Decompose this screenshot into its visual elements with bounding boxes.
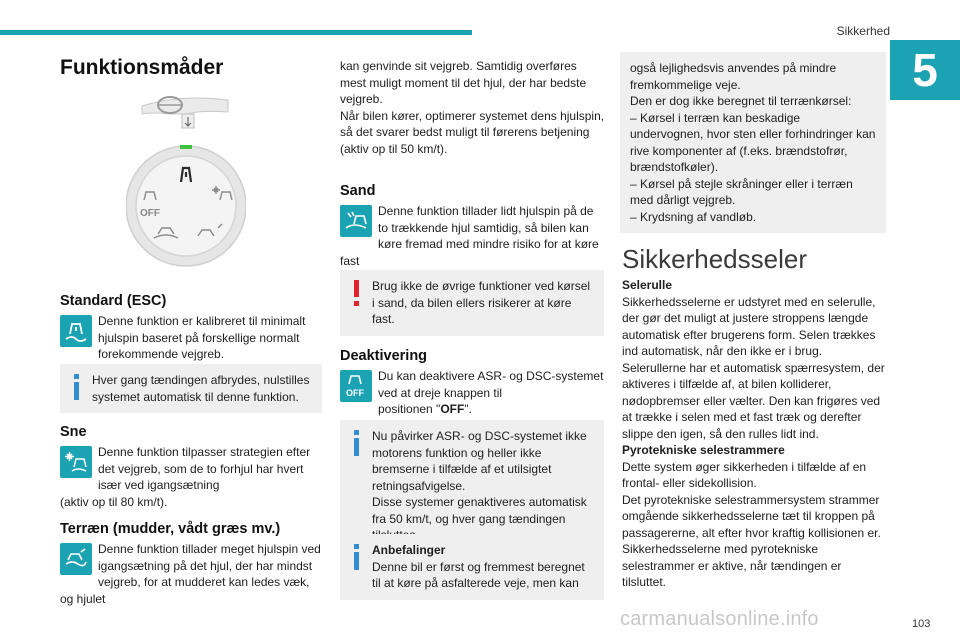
deaktivering-note-b: Disse systemer genaktiveres automatisk fra 50 km/t, og hver gang tændingen (372, 495, 587, 526)
sand-heading: Sand (340, 183, 376, 199)
terraen-cont-3: (aktiv op til 50 km/t). (340, 141, 448, 156)
anbef-cont-line-2: Den er dog ikke beregnet til terrænkørsel: (630, 94, 852, 108)
standard-info-note (60, 364, 322, 413)
standard-esc-text-a: Denne funktion er kalibreret til minimalt hjulspin baseret på forskellige normalt (98, 314, 306, 345)
standard-mode-icon (60, 315, 92, 347)
anbefalinger-title: Anbefalinger (372, 543, 446, 557)
sne-text-c: (aktiv op til 80 km/t). (60, 494, 168, 509)
sne-text-b: især ved igangsætning (98, 478, 220, 492)
anbefalinger-text: Denne bil er først og fremmest beregnet til at køre på asfalterede veje, men kan (372, 559, 585, 590)
dashboard-illustration (140, 92, 232, 132)
off-position-label: OFF (440, 402, 465, 416)
selerulle-text-2: Selerullerne har et automatisk spærresystem, der aktiveres i tilfælde af, at bilen kolliderer, nødopbremser eller vælter. Den kan frigøres ved at trække i selen med et fast træk og derefter slippe den igen, så den rulles lidt ind. (622, 360, 885, 441)
header-accent-bar (0, 30, 472, 35)
deaktivering-text-b-post: ". (464, 402, 472, 416)
anbefalinger-note (340, 534, 604, 600)
warning-icon (350, 280, 364, 306)
chapter-number-badge: 5 (890, 40, 960, 100)
sand-text-b: køre fremad med mindre risiko for at køre fast (340, 237, 599, 268)
standard-esc-text-b: forekommende vejgreb. (98, 347, 225, 361)
pyro-text: Dette system øger sikkerheden i tilfælde af en frontal- eller sidekollision. (622, 459, 867, 490)
sne-text-a: Denne funktion tilpasser strategien efter det vejgreb, som de to forhjul har hvert (98, 445, 311, 476)
anbef-cont-line-3: – Kørsel i terræn kan beskadige undervognen, hvor sten eller forhindringer kan rive komponenter af (f.eks. brændstofrør, brændstofkøler). (630, 110, 876, 174)
info-icon (350, 430, 364, 456)
terraen-heading: Terræn (mudder, vådt græs mv.) (60, 521, 281, 537)
anbef-cont-line-5: – Krydsning af vandløb. (630, 209, 757, 224)
sand-text-a: Denne funktion tillader lidt hjulspin på de to trækkende hjul samtidig, så bilen kan (378, 204, 594, 235)
terraen-description (60, 541, 325, 607)
sand-warning-note (340, 270, 604, 336)
sne-description (60, 444, 325, 510)
mud-mode-icon (60, 543, 92, 575)
sikkerhedsseler-body (622, 277, 888, 591)
off-mode-icon (340, 370, 372, 402)
sne-heading: Sne (60, 424, 87, 440)
deaktivering-info-note (340, 420, 604, 552)
deaktivering-note-a: Nu påvirker ASR- og DSC-systemet ikke motorens funktion og heller ikke bremserne i tilfælde af et utilsigtet retningsafvigelse. (372, 429, 587, 493)
pyro-title: Pyrotekniske selestrammere (622, 443, 785, 457)
svg-text:OFF: OFF (140, 208, 160, 219)
pyro-text-2: Det pyrotekniske selestrammersystem strammer omgående sikkerhedsselerne tæt til kroppen på passagererne, alt efter hvor kraftig kollisionen er. (622, 492, 881, 540)
page-title: Funktionsmåder (60, 56, 224, 79)
standard-esc-description (60, 313, 325, 363)
sand-mode-icon (340, 205, 372, 237)
page-number: 103 (912, 618, 931, 630)
standard-info-note-text: Hver gang tændingen afbrydes, nulstilles systemet automatisk til denne funktion. (92, 373, 310, 404)
info-icon (70, 374, 84, 400)
standard-esc-heading: Standard (ESC) (60, 293, 167, 309)
anbef-cont-line-4: – Kørsel på stejle skråninger eller i terræn med dårligt vejgreb. (630, 176, 853, 207)
snow-mode-icon (60, 446, 92, 478)
svg-text:OFF: OFF (346, 388, 364, 398)
mode-selector-knob-illustration (126, 142, 246, 272)
anbefalinger-continued-note (620, 52, 886, 233)
deaktivering-text-a: Du kan deaktivere ASR- og DSC-systemet ved at dreje knappen til (378, 369, 604, 400)
section-title: Sikkerhed (836, 24, 890, 38)
anbef-cont-line-1: også lejlighedsvis anvendes på mindre fremkommelige veje. (630, 61, 837, 92)
deaktivering-heading: Deaktivering (340, 348, 428, 364)
terraen-continued (340, 58, 605, 157)
watermark: carmanualsonline.info (620, 608, 819, 630)
terraen-cont-1: kan genvinde sit vejgreb. Samtidig overføres mest muligt moment til det hjul, der har bedste vejgreb. (340, 59, 587, 106)
selerulle-title: Selerulle (622, 278, 673, 292)
selerulle-text: Sikkerhedsselerne er udstyret med en selerulle, der gør det muligt at justere stroppens længde automatisk efter brugerens form. Selen trækkes ind automatisk, når den ikke er i brug. (622, 294, 876, 358)
deaktivering-description (340, 368, 605, 418)
terraen-cont-2: Når bilen kører, optimerer systemet dens hjulspin, så det svarer bedst muligt til førerens betjening (340, 108, 605, 139)
terraen-text-a: Denne funktion tillader meget hjulspin ved igangsætning på det hjul, der har mindst (98, 542, 321, 573)
deaktivering-text-b-pre: positionen " (378, 402, 441, 416)
info-icon (350, 544, 364, 570)
sand-warning-text: Brug ikke de øvrige funktioner ved kørsel i sand, da bilen ellers risikerer at køre fast. (372, 279, 591, 326)
pyro-text-3: Sikkerhedsselerne med pyrotekniske selestrammer er aktive, når tændingen er tilsluttet. (622, 542, 842, 589)
terraen-text-b: vejgreb, for at mudderet kan ledes væk, og hjulet (60, 575, 310, 606)
sikkerhedsseler-heading: Sikkerhedsseler (622, 244, 807, 274)
